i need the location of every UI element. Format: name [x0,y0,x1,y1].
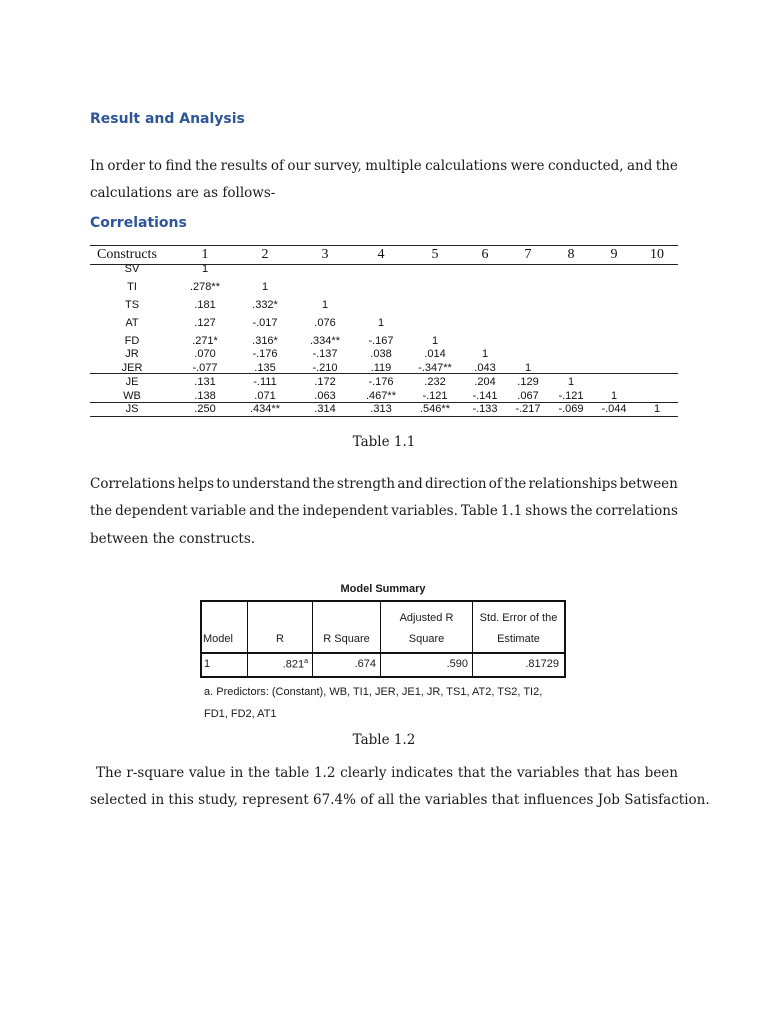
table-column-header: 4 [377,247,385,262]
table-column-header: 5 [431,247,439,262]
table-row-label: JR [125,348,139,360]
word: the [277,503,300,519]
table-cell: 1 [610,390,618,402]
para3-line-1 [96,765,678,781]
table-1-2-caption: Table 1.2 [352,732,416,748]
table-rule [90,264,678,265]
table-column-header: 7 [524,247,532,262]
table-cell: .467** [366,390,396,402]
ms-note-line-2: FD1, FD2, AT1 [204,708,277,720]
table-cell: .135 [254,362,276,374]
table-row-label: JER [121,362,143,374]
model-summary-table [200,600,566,678]
table-cell: .250 [194,403,216,415]
word: the [490,765,513,781]
table-column-header: 9 [610,247,618,262]
table-cell: .131 [194,376,216,388]
table-rule [90,245,678,246]
table-cell: .316* [252,335,278,347]
table-cell: -.077 [192,362,218,374]
word: relationships [528,476,618,492]
table-column-header: 1 [201,247,209,262]
word: understand [232,476,311,492]
word: the [570,503,593,519]
word: between [619,476,678,492]
table-column-header: 6 [481,247,489,262]
word: the [90,503,113,519]
table-cell: .271* [192,335,218,347]
word: to [216,476,230,492]
table-cell: 1 [261,281,269,293]
ms-cell-adj-r-square: .590 [446,658,468,670]
table-cell: -.121 [422,390,448,402]
table-cell: -.017 [252,317,278,329]
word: has [616,765,640,781]
table-cell: 1 [524,362,532,374]
table-cell: .129 [517,376,539,388]
table-cell: -.210 [312,362,338,374]
word: the [195,158,218,174]
word: of [270,158,284,174]
table-row-label: AT [125,317,139,329]
word: independent [302,503,389,519]
intro-line-2: calculations are as follows- [90,185,276,201]
word: and [397,476,423,492]
table-cell: -.176 [368,376,394,388]
word: that [584,765,612,781]
word: conducted, [547,158,624,174]
table-cell: .070 [194,348,216,360]
word: variable [190,503,247,519]
table-cell: -.111 [253,376,277,388]
table-cell: .038 [370,348,392,360]
word: table [274,765,310,781]
word: clearly [340,765,387,781]
table-cell: 1 [321,299,329,311]
table-row-label: TI [127,281,137,293]
word: to [148,158,163,174]
model-summary-title: Model Summary [340,583,426,595]
word: that [457,765,486,781]
table-row-label: FD [124,335,140,347]
word: survey, [314,158,362,174]
table-header-constructs: Constructs [97,247,157,262]
word: direction [424,476,487,492]
word: helps [177,476,215,492]
table-cell: -.069 [558,403,584,415]
table-cell: .434** [250,403,280,415]
ms-note-line-1: a. Predictors: (Constant), WB, TI1, JER, JE1, JR, TS1, AT2, TS2, TI2, [204,686,543,698]
word: variables [516,765,580,781]
word: variables. [391,503,458,519]
table-cell: -.133 [472,403,498,415]
table-cell: .278** [190,281,220,293]
table-rule [90,416,678,417]
table-cell: -.141 [472,390,498,402]
ms-header-std-err-2: Estimate [497,633,540,645]
word: the [655,158,678,174]
table-cell: .067 [517,390,539,402]
word: r-square [126,765,185,781]
table-row-label: JE [125,376,139,388]
table-column-header: 2 [261,247,269,262]
word: indicates [391,765,454,781]
word: Table [460,503,498,519]
word: and [249,503,275,519]
table-cell: .076 [314,317,336,329]
word: of [488,476,502,492]
table-cell: 1 [431,335,439,347]
word: correlations [595,503,678,519]
section-heading: Result and Analysis [90,111,245,127]
word: The [96,765,122,781]
word: Correlations [90,476,176,492]
table-cell: .334** [310,335,340,347]
table-cell: 1 [567,376,575,388]
word: 1.2 [313,765,336,781]
table-cell: -.044 [601,403,627,415]
para2-line-2 [90,503,678,519]
word: shows [525,503,568,519]
word: and [626,158,653,174]
table-cell: -.137 [312,348,338,360]
word: find [165,158,192,174]
table-row-label: TS [124,299,140,311]
ms-cell-r: .821$^a$ [282,658,308,671]
word: were [510,158,545,174]
word: the [248,765,271,781]
table-cell: .014 [424,348,446,360]
word: In [90,158,105,174]
table-cell: .063 [314,390,336,402]
ms-cell-std-err: .81729 [525,658,559,670]
ms-cell-r-square: .674 [354,658,376,670]
ms-header-adj-r-2: Square [408,633,445,645]
word: been [644,765,678,781]
ms-header-r: R [276,633,284,645]
table-cell: -.176 [252,348,278,360]
word: 1.1 [500,503,523,519]
table-cell: 1 [653,403,661,415]
table-cell: -.121 [558,390,584,402]
table-cell: .204 [474,376,496,388]
word: in [230,765,244,781]
ms-cell-model: 1 [204,658,211,670]
table-row-label: JS [125,403,139,415]
table-row-label: WB [123,390,141,402]
table-row-label: SV [124,263,140,275]
table-1-1-caption: Table 1.1 [352,434,416,450]
table-cell: .314 [314,403,336,415]
table-column-header: 3 [321,247,329,262]
word: our [287,158,311,174]
table-cell: 1 [377,317,385,329]
table-cell: -.217 [515,403,541,415]
table-cell: .172 [314,376,336,388]
table-cell: .043 [474,362,496,374]
word: results [220,158,268,174]
table-cell: .071 [254,390,276,402]
table-cell: 1 [201,263,209,275]
table-cell: -.347** [418,362,452,374]
word: value [188,765,226,781]
table-cell: .119 [370,362,392,374]
ms-header-model: Model [203,633,233,645]
ms-header-std-err-1: Std. Error of the [479,612,558,624]
table-cell: 1 [481,348,489,360]
table-cell: -.167 [368,335,394,347]
word: the [312,476,335,492]
word: strength [336,476,396,492]
table-cell: .332* [252,299,278,311]
table-column-header: 8 [567,247,575,262]
word: the [504,476,527,492]
table-cell: .546** [420,403,450,415]
word: calculations [425,158,508,174]
table-cell: .138 [194,390,216,402]
word: multiple [365,158,422,174]
table-cell: .127 [194,317,216,329]
intro-line-1 [90,158,678,174]
word: dependent [115,503,188,519]
ms-header-r-square: R Square [323,633,370,645]
table-cell: .232 [424,376,446,388]
para2-line-1 [90,476,678,492]
correlations-heading: Correlations [90,215,187,231]
ms-header-adj-r-1: Adjusted R [399,612,454,624]
para3-line-2: selected in this study, represent 67.4% of all the variables that influences Job Satisfaction. [90,792,710,808]
word: order [107,158,146,174]
table-cell: .181 [194,299,216,311]
table-cell: .313 [370,403,392,415]
table-column-header: 10 [650,247,664,262]
para2-line-3: between the constructs. [90,531,256,547]
